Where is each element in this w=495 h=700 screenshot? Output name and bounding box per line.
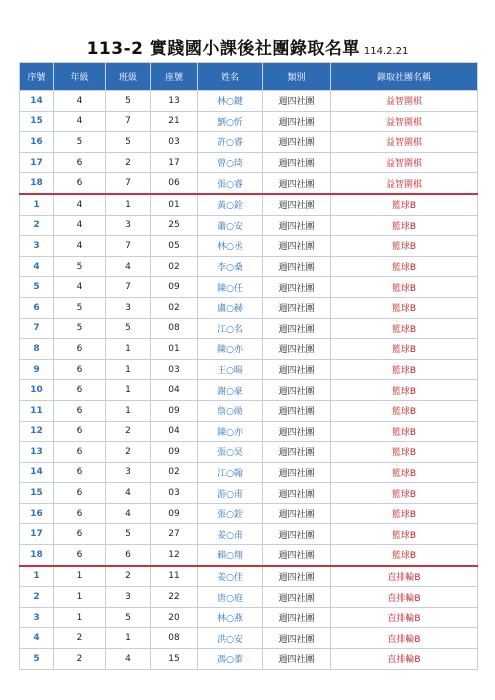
cell-class: 6	[106, 545, 151, 566]
cell-grade: 2	[54, 649, 106, 670]
cell-club: 籃球B	[331, 236, 478, 257]
admission-table	[19, 62, 478, 670]
cell-name: 姜○甫	[198, 524, 263, 545]
cell-club: 籃球B	[331, 380, 478, 401]
cell-category: 週四社團	[263, 607, 331, 628]
cell-class: 2	[106, 566, 151, 587]
header-class: 班級	[106, 63, 151, 91]
cell-seq: 14	[20, 91, 54, 112]
cell-category: 週四社團	[263, 442, 331, 463]
cell-seq: 17	[20, 152, 54, 173]
cell-name: 姜○佳	[198, 566, 263, 587]
cell-seat: 17	[151, 152, 198, 173]
cell-seat: 02	[151, 256, 198, 277]
cell-name: 陳○亦	[198, 421, 263, 442]
cell-grade: 6	[54, 173, 106, 194]
table-row	[20, 194, 478, 215]
table-row	[20, 236, 478, 257]
cell-name: 江○名	[198, 318, 263, 339]
cell-category: 週四社團	[263, 215, 331, 236]
cell-grade: 5	[54, 318, 106, 339]
cell-name: 林○鍵	[198, 91, 263, 112]
cell-class: 4	[106, 649, 151, 670]
cell-club: 籃球B	[331, 297, 478, 318]
cell-seq: 6	[20, 297, 54, 318]
cell-seq: 1	[20, 566, 54, 587]
cell-name: 賴○翔	[198, 545, 263, 566]
table-row	[20, 421, 478, 442]
cell-category: 週四社團	[263, 91, 331, 112]
cell-name: 劉○忻	[198, 111, 263, 132]
page-title	[0, 34, 495, 59]
cell-seq: 5	[20, 649, 54, 670]
cell-club: 籃球B	[331, 503, 478, 524]
cell-class: 1	[106, 380, 151, 401]
cell-class: 5	[106, 91, 151, 112]
cell-seat: 08	[151, 628, 198, 649]
cell-category: 週四社團	[263, 566, 331, 587]
table-row	[20, 649, 478, 670]
cell-seat: 12	[151, 545, 198, 566]
cell-seat: 21	[151, 111, 198, 132]
cell-seat: 06	[151, 173, 198, 194]
cell-club: 籃球B	[331, 256, 478, 277]
cell-class: 7	[106, 173, 151, 194]
table-row	[20, 483, 478, 504]
cell-seq: 8	[20, 339, 54, 360]
table-row	[20, 277, 478, 298]
table-row	[20, 215, 478, 236]
cell-category: 週四社團	[263, 277, 331, 298]
cell-name: 蕭○安	[198, 215, 263, 236]
table-row	[20, 545, 478, 566]
header-club: 錄取社團名稱	[331, 63, 478, 91]
cell-category: 週四社團	[263, 421, 331, 442]
cell-grade: 6	[54, 380, 106, 401]
table-row	[20, 524, 478, 545]
cell-club: 益智圍棋	[331, 152, 478, 173]
cell-grade: 4	[54, 236, 106, 257]
cell-seq: 16	[20, 132, 54, 153]
cell-name: 張○昊	[198, 442, 263, 463]
cell-seat: 09	[151, 277, 198, 298]
cell-class: 1	[106, 400, 151, 421]
cell-seq: 11	[20, 400, 54, 421]
cell-grade: 5	[54, 132, 106, 153]
cell-seq: 14	[20, 462, 54, 483]
cell-class: 2	[106, 442, 151, 463]
table-body	[20, 91, 478, 670]
cell-name: 陳○亦	[198, 339, 263, 360]
table-header-row	[20, 63, 478, 91]
cell-category: 週四社團	[263, 503, 331, 524]
cell-seq: 15	[20, 483, 54, 504]
cell-grade: 1	[54, 587, 106, 608]
cell-seq: 12	[20, 421, 54, 442]
cell-name: 林○丞	[198, 236, 263, 257]
cell-name: 謝○豪	[198, 380, 263, 401]
cell-seq: 2	[20, 587, 54, 608]
cell-class: 1	[106, 194, 151, 215]
cell-name: 許○睿	[198, 132, 263, 153]
cell-seq: 13	[20, 442, 54, 463]
cell-name: 唐○庭	[198, 587, 263, 608]
cell-category: 週四社團	[263, 524, 331, 545]
table-row	[20, 173, 478, 194]
cell-grade: 4	[54, 194, 106, 215]
table-row	[20, 628, 478, 649]
cell-category: 週四社團	[263, 545, 331, 566]
cell-category: 週四社團	[263, 256, 331, 277]
cell-club: 益智圍棋	[331, 91, 478, 112]
cell-grade: 4	[54, 111, 106, 132]
cell-seat: 05	[151, 236, 198, 257]
cell-seq: 18	[20, 173, 54, 194]
cell-name: 馮○蓁	[198, 649, 263, 670]
cell-seq: 17	[20, 524, 54, 545]
table-row	[20, 111, 478, 132]
cell-grade: 6	[54, 152, 106, 173]
cell-grade: 6	[54, 524, 106, 545]
table-row	[20, 359, 478, 380]
cell-name: 黃○銓	[198, 194, 263, 215]
cell-seq: 18	[20, 545, 54, 566]
cell-class: 1	[106, 359, 151, 380]
cell-seq: 1	[20, 194, 54, 215]
cell-class: 4	[106, 503, 151, 524]
cell-seq: 5	[20, 277, 54, 298]
cell-seat: 20	[151, 607, 198, 628]
cell-name: 陳○任	[198, 277, 263, 298]
cell-class: 5	[106, 524, 151, 545]
header-seat: 座號	[151, 63, 198, 91]
table-row	[20, 587, 478, 608]
cell-seat: 13	[151, 91, 198, 112]
cell-club: 籃球B	[331, 545, 478, 566]
cell-category: 週四社團	[263, 462, 331, 483]
cell-club: 籃球B	[331, 194, 478, 215]
cell-category: 週四社團	[263, 194, 331, 215]
cell-grade: 6	[54, 483, 106, 504]
cell-category: 週四社團	[263, 152, 331, 173]
cell-seat: 09	[151, 442, 198, 463]
cell-club: 籃球B	[331, 462, 478, 483]
table-row	[20, 380, 478, 401]
cell-seq: 3	[20, 236, 54, 257]
cell-seat: 09	[151, 503, 198, 524]
cell-category: 週四社團	[263, 173, 331, 194]
cell-name: 游○甫	[198, 483, 263, 504]
cell-name: 盧○赫	[198, 297, 263, 318]
cell-name: 李○桑	[198, 256, 263, 277]
table-row	[20, 91, 478, 112]
cell-seat: 02	[151, 462, 198, 483]
cell-club: 直排輪B	[331, 566, 478, 587]
cell-club: 籃球B	[331, 277, 478, 298]
cell-grade: 6	[54, 400, 106, 421]
cell-seat: 03	[151, 132, 198, 153]
table-row	[20, 400, 478, 421]
cell-seq: 7	[20, 318, 54, 339]
cell-class: 5	[106, 607, 151, 628]
cell-class: 7	[106, 111, 151, 132]
table-row	[20, 503, 478, 524]
cell-club: 益智圍棋	[331, 173, 478, 194]
cell-grade: 5	[54, 256, 106, 277]
cell-club: 籃球B	[331, 359, 478, 380]
cell-grade: 6	[54, 462, 106, 483]
cell-grade: 6	[54, 339, 106, 360]
table-row	[20, 442, 478, 463]
cell-name: 林○燕	[198, 607, 263, 628]
cell-seat: 01	[151, 194, 198, 215]
cell-grade: 5	[54, 297, 106, 318]
cell-class: 3	[106, 215, 151, 236]
cell-class: 3	[106, 297, 151, 318]
cell-category: 週四社團	[263, 318, 331, 339]
cell-club: 籃球B	[331, 339, 478, 360]
header-grade: 年級	[54, 63, 106, 91]
cell-name: 王○暘	[198, 359, 263, 380]
cell-club: 籃球B	[331, 421, 478, 442]
table-row	[20, 318, 478, 339]
cell-club: 籃球B	[331, 400, 478, 421]
table-row	[20, 566, 478, 587]
cell-seat: 25	[151, 215, 198, 236]
cell-category: 週四社團	[263, 132, 331, 153]
table-row	[20, 297, 478, 318]
cell-seat: 08	[151, 318, 198, 339]
cell-category: 週四社團	[263, 380, 331, 401]
cell-grade: 4	[54, 277, 106, 298]
cell-club: 直排輪B	[331, 628, 478, 649]
header-category: 類別	[263, 63, 331, 91]
cell-name: 洪○安	[198, 628, 263, 649]
cell-class: 3	[106, 587, 151, 608]
cell-grade: 6	[54, 545, 106, 566]
cell-class: 1	[106, 628, 151, 649]
table-row	[20, 462, 478, 483]
cell-category: 週四社團	[263, 587, 331, 608]
cell-seq: 4	[20, 256, 54, 277]
cell-club: 益智圍棋	[331, 132, 478, 153]
cell-seat: 04	[151, 380, 198, 401]
cell-grade: 4	[54, 91, 106, 112]
cell-name: 張○睿	[198, 173, 263, 194]
cell-seq: 16	[20, 503, 54, 524]
table-row	[20, 132, 478, 153]
cell-seat: 02	[151, 297, 198, 318]
cell-category: 週四社團	[263, 400, 331, 421]
cell-seat: 03	[151, 483, 198, 504]
header-name: 姓名	[198, 63, 263, 91]
table-row	[20, 607, 478, 628]
table-row	[20, 256, 478, 277]
cell-seq: 9	[20, 359, 54, 380]
cell-class: 5	[106, 132, 151, 153]
cell-category: 週四社團	[263, 339, 331, 360]
cell-class: 3	[106, 462, 151, 483]
cell-class: 4	[106, 256, 151, 277]
cell-club: 直排輪B	[331, 607, 478, 628]
cell-category: 週四社團	[263, 359, 331, 380]
cell-club: 籃球B	[331, 524, 478, 545]
cell-seq: 10	[20, 380, 54, 401]
cell-grade: 1	[54, 566, 106, 587]
cell-name: 張○銓	[198, 503, 263, 524]
cell-seat: 15	[151, 649, 198, 670]
cell-club: 直排輪B	[331, 587, 478, 608]
cell-class: 1	[106, 339, 151, 360]
cell-grade: 1	[54, 607, 106, 628]
cell-club: 益智圍棋	[331, 111, 478, 132]
header-seq: 序號	[20, 63, 54, 91]
cell-seat: 04	[151, 421, 198, 442]
cell-class: 2	[106, 152, 151, 173]
cell-category: 週四社團	[263, 236, 331, 257]
cell-grade: 6	[54, 503, 106, 524]
cell-category: 週四社團	[263, 111, 331, 132]
cell-club: 直排輪B	[331, 649, 478, 670]
cell-seq: 4	[20, 628, 54, 649]
cell-name: 曾○琦	[198, 152, 263, 173]
cell-class: 5	[106, 318, 151, 339]
table-row	[20, 152, 478, 173]
cell-seat: 27	[151, 524, 198, 545]
title-text: 113-2 實踐國小課後社團錄取名單	[86, 39, 360, 59]
table-row	[20, 339, 478, 360]
cell-seat: 03	[151, 359, 198, 380]
cell-category: 週四社團	[263, 628, 331, 649]
cell-grade: 2	[54, 628, 106, 649]
cell-category: 週四社團	[263, 483, 331, 504]
cell-seat: 09	[151, 400, 198, 421]
cell-grade: 4	[54, 215, 106, 236]
cell-seq: 15	[20, 111, 54, 132]
cell-club: 籃球B	[331, 483, 478, 504]
cell-seat: 01	[151, 339, 198, 360]
cell-seat: 22	[151, 587, 198, 608]
cell-category: 週四社團	[263, 297, 331, 318]
cell-seat: 11	[151, 566, 198, 587]
cell-club: 籃球B	[331, 318, 478, 339]
cell-class: 4	[106, 483, 151, 504]
cell-name: 詹○勛	[198, 400, 263, 421]
cell-grade: 6	[54, 421, 106, 442]
cell-club: 籃球B	[331, 442, 478, 463]
cell-class: 7	[106, 236, 151, 257]
title-date: 114.2.21	[363, 46, 409, 57]
cell-grade: 6	[54, 442, 106, 463]
cell-category: 週四社團	[263, 649, 331, 670]
cell-club: 籃球B	[331, 215, 478, 236]
cell-class: 7	[106, 277, 151, 298]
cell-grade: 6	[54, 359, 106, 380]
cell-class: 2	[106, 421, 151, 442]
cell-seq: 2	[20, 215, 54, 236]
cell-name: 江○翰	[198, 462, 263, 483]
cell-seq: 3	[20, 607, 54, 628]
